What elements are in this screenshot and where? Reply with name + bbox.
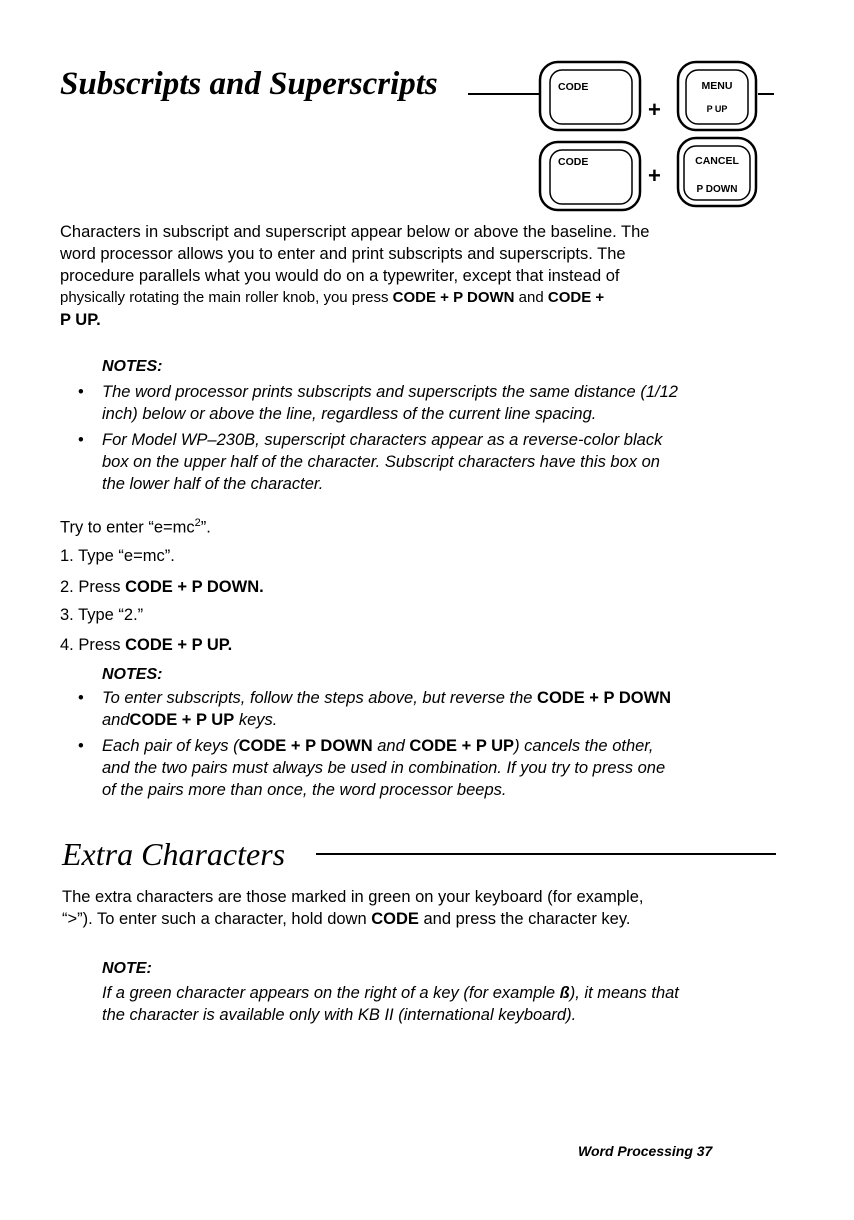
menu-key-label: MENU — [701, 80, 733, 92]
code-key-icon-2 — [538, 140, 642, 212]
note-item: • For Model WP–230B, superscript characters appear as a reverse-color black box on the upper half of the character. Subscript characters have this box on the lower half of the character. — [78, 431, 663, 493]
note-item: • The word processor prints subscripts and superscripts the same distance (1/12 inch) below or above the line, regardless of the current line spacing. — [78, 383, 678, 423]
notes-list-2 — [78, 687, 798, 801]
note-extra: If a green character appears on the right of a key (for example ß), it means that the character is available only with KB II (international keyboard). — [102, 984, 679, 1024]
intro-line: physically rotating the main roller knob, you press CODE + P DOWN and CODE + — [60, 289, 605, 306]
intro-line: word processor allows you to enter and print subscripts and superscripts. The — [60, 245, 626, 263]
note-item: • Each pair of keys (CODE + P DOWN and CODE + P UP) cancels the other, and the two pairs must always be used in combination. If you try to press one of the pairs more than once, the word processor beeps. — [78, 737, 666, 799]
plus-sign-2: + — [648, 163, 661, 188]
note-item: • To enter subscripts, follow the steps above, but reverse the CODE + P DOWN andCODE + P UP keys. — [78, 689, 672, 729]
step-2: 2. Press CODE + P DOWN. — [60, 578, 264, 596]
title-rule-2 — [316, 853, 776, 855]
try-instruction: Try to enter “$e=mc^2$”. — [60, 517, 211, 537]
code-key-label-2: CODE — [558, 156, 589, 168]
cancel-key-label: CANCEL — [695, 155, 739, 167]
step-4: 4. Press CODE + P UP. — [60, 636, 233, 654]
section-title-extra-characters: Extra Characters — [62, 836, 286, 872]
extra-line: “>”). To enter such a character, hold down CODE and press the character key. — [62, 910, 631, 928]
intro-line: P UP. — [60, 311, 101, 329]
cancel-pdown-key-icon — [676, 136, 758, 208]
notes-label: NOTES: — [102, 358, 163, 375]
notes-list — [78, 381, 798, 495]
intro-line: procedure parallels what you would do on a typewriter, except that instead of — [60, 267, 620, 285]
code-key-label: CODE — [558, 81, 589, 93]
intro-paragraph — [60, 221, 800, 331]
page-footer: Word Processing 37 — [578, 1143, 713, 1159]
menu-pup-key-icon — [676, 60, 758, 132]
notes-label-2: NOTES: — [102, 666, 163, 683]
step-3: 3. Type “2.” — [60, 606, 144, 624]
step-1: 1. Type “e=mc”. — [60, 547, 175, 565]
section-title-subscripts: Subscripts and Superscripts — [60, 66, 438, 102]
extra-line: The extra characters are those marked in green on your keyboard (for example, — [62, 888, 644, 906]
plus-sign: + — [648, 97, 661, 122]
title-rule-end — [758, 93, 774, 95]
intro-line: Characters in subscript and superscript appear below or above the baseline. The — [60, 223, 650, 241]
extra-paragraph — [62, 886, 802, 930]
title-rule — [468, 93, 540, 95]
note-label-extra: NOTE: — [102, 960, 152, 977]
code-key-icon — [538, 60, 642, 132]
pup-key-label: P UP — [706, 104, 728, 114]
pdown-key-label: P DOWN — [696, 184, 738, 195]
